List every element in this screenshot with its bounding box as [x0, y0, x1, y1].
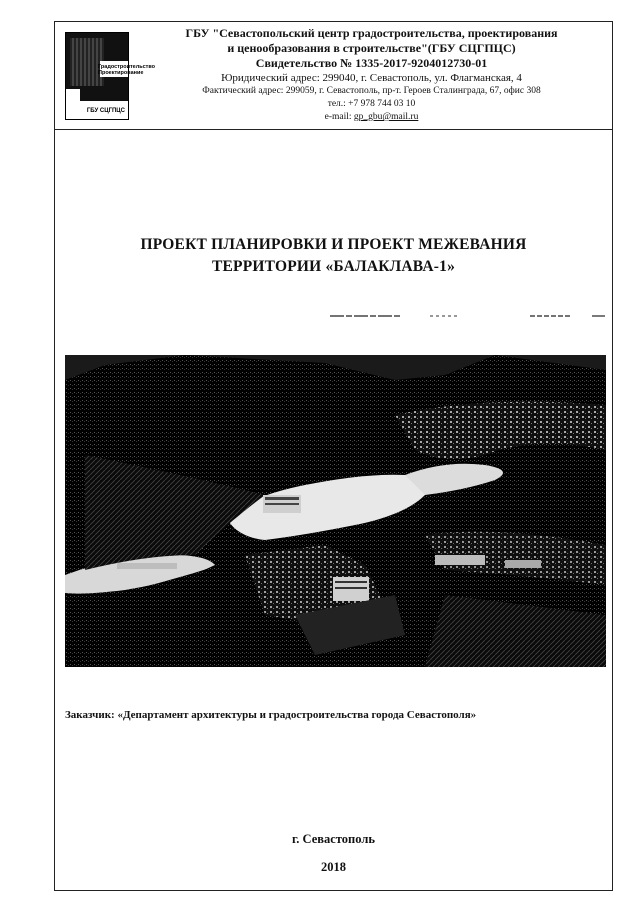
organization-info [135, 26, 608, 124]
org-name-line1: ГБУ "Севастопольский центр градостроительства, проектирования [185, 26, 558, 40]
organization-logo [65, 32, 156, 120]
email-label: e-mail: [324, 112, 354, 122]
actual-address: Фактический адрес: 299059, г. Севастополь, пр-т. Героев Сталинграда, 67, офис 308 [202, 86, 541, 96]
title-line2: ТЕРРИТОРИИ «БАЛАКЛАВА-1» [211, 258, 456, 275]
phone: тел.: +7 978 744 03 10 [327, 99, 416, 109]
document-title [55, 234, 612, 278]
title-line1: ПРОЕКТ ПЛАНИРОВКИ И ПРОЕКТ МЕЖЕВАНИЯ [140, 236, 527, 253]
balaklava-bay-photo [65, 355, 606, 667]
logo-white-bar [66, 89, 80, 119]
page-frame [54, 21, 613, 891]
scan-artifact-lines [330, 314, 608, 318]
org-name-line2: и ценообразования в строительстве"(ГБУ СЦГПЦС) [227, 41, 516, 55]
city: г. Севастополь [292, 832, 375, 846]
logo-caption-line1: Градостроительство [98, 64, 156, 70]
logo-abbreviation: ГБУ СЦГПЦС [86, 108, 125, 114]
client-line: Заказчик: «Департамент архитектуры и градостроительства города Севастополя» [65, 709, 477, 721]
legal-address: Юридический адрес: 299040, г. Севастополь, ул. Флагманская, 4 [221, 72, 522, 84]
certificate-number: Свидетельство № 1335-2017-9204012730-01 [255, 56, 488, 70]
document-header [55, 22, 612, 130]
email-link[interactable]: gp_gbu@mail.ru [353, 112, 419, 122]
email-line [135, 111, 608, 124]
logo-pattern [70, 38, 104, 86]
logo-caption-line2: Проектирование [98, 70, 144, 76]
year: 2018 [321, 860, 346, 874]
